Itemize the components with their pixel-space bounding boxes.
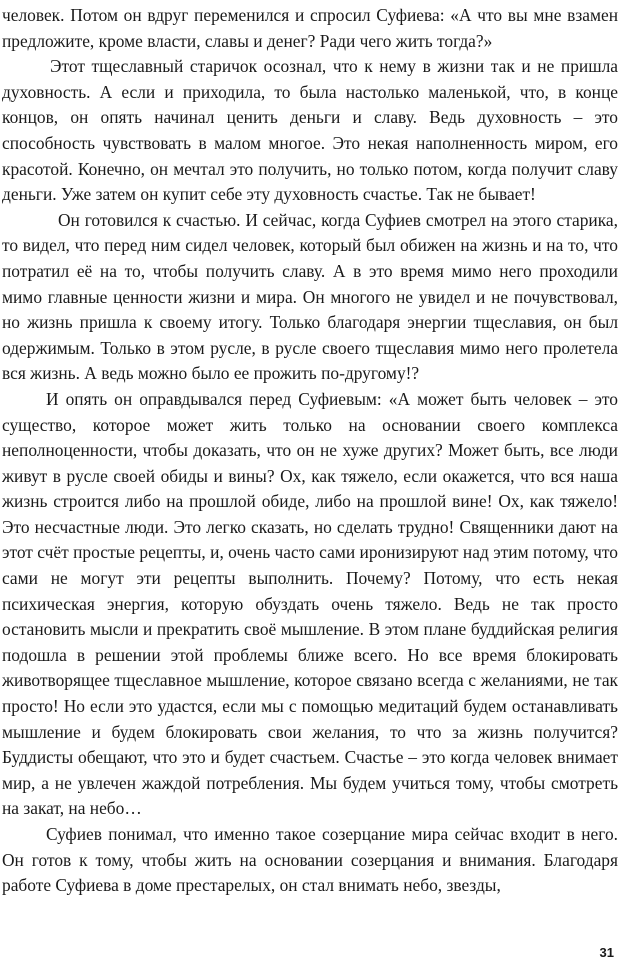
paragraph-4: И опять он оправдывался перед Суфиевым: «А может быть человек – это существо, которое может жить только на основании своего комплекса неполноценности, чтобы доказать, что он не хуже других? Может быть, все люди живут в русле своей обиды и вины? Ох, как тяжело, если окажется, что вся наша жизнь строится либо на прошлой обиде, либо на прошлой вине! Ох, как тяжело! Это несчастные люди. Это легко сказать, но сделать трудно! Священники дают на этот счёт простые рецепты, и, очень часто сами иронизируют над этим потому, что сами не могут эти рецепты выполнить. Почему? Потому, что есть некая психическая энергия, которую обуздать очень тяжело. Ведь не так просто остановить мысли и прекратить своё мышление. В этом плане буддийская религия подошла в решении этой проблемы ближе всего. Но все время блокировать животворящее тщеславное мышление, которое связано всегда с желаниями, не так просто! Но если это удастся, если мы с помощью медитаций будем останавливать мышление и будем блокировать свои желания, то что за жизнь получится? Буддисты обещают, что это и будет счастьем. Счастье – это когда человек внимает мир, а не увлечен жаждой потребления. Мы будем учиться тому, чтобы смотреть на закат, на небо… [2, 388, 618, 819]
page-number: 31 [599, 945, 614, 960]
paragraph-2: Этот тщеславный старичок осознал, что к нему в жизни так и не пришла духовность. А если и приходила, то была настолько маленькой, что, в конце концов, он опять начинал ценить деньги и славу. Ведь духовность – это способность чувствовать в малом многое. Это некая наполненность миром, его красотой. Конечно, он мечтал это получить, но только потом, когда получит славу деньги. Уже затем он купит себе эту духовность счастье. Так не бывает! [2, 56, 618, 205]
paragraph-3: Он готовился к счастью. И сейчас, когда Суфиев смотрел на этого старика, то видел, что перед ним сидел человек, который был обижен на жизнь и на то, что потратил её на то, чтобы получить славу. А в это время мимо него проходили мимо главные ценности жизни и мира. Он многого не увидел и не почувствовал, но жизнь пришла к своему итогу. Только благодаря энергии тщеславия, он был одержимым. Только в этом русле, в русле своего тщеславия мимо него пролетела вся жизнь. А ведь можно было ее прожить по-другому!? [2, 209, 618, 384]
paragraph-5: Суфиев понимал, что именно такое созерцание мира сейчас входит в него. Он готов к тому, чтобы жить на основании созерцания и внимания. Благодаря работе Суфиева в доме престарелых, он стал внимать небо, звезды, [2, 824, 618, 896]
paragraph-1: человек. Потом он вдруг переменился и спросил Суфиева: «А что вы мне взамен предложите, кроме власти, славы и денег? Ради чего жить тогда?» [2, 5, 618, 51]
text-body [2, 3, 618, 899]
